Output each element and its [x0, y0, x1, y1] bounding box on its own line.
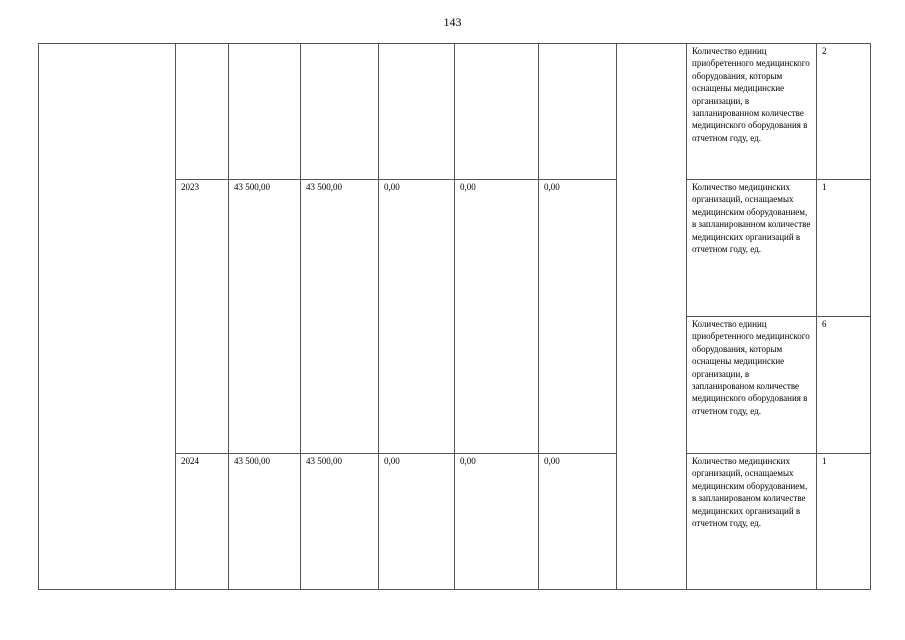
table-cell [301, 44, 379, 180]
amount-cell: 43 500,00 [229, 454, 301, 590]
indicator-value: 1 [817, 180, 871, 317]
amount-cell: 43 500,00 [301, 454, 379, 590]
page-number: 143 [443, 15, 462, 29]
table-cell [229, 44, 301, 180]
amount-cell: 0,00 [455, 454, 539, 590]
indicator-text: Количество единиц приобретенного медицинского оборудования, которым оснащены медицинские организации, в запланированном количестве медицинского оборудования в отчетном году, ед. [687, 44, 817, 180]
table-cell [39, 44, 176, 590]
indicator-value: 1 [817, 454, 871, 590]
budget-table [38, 43, 871, 590]
amount-cell: 0,00 [455, 180, 539, 454]
year-cell: 2024 [176, 454, 229, 590]
amount-cell: 43 500,00 [301, 180, 379, 454]
table-cell [176, 44, 229, 180]
indicator-value: 6 [817, 317, 871, 454]
table-cell [455, 44, 539, 180]
table-cell [617, 44, 687, 590]
indicator-text: Количество медицинских организаций, оснащаемых медицинским оборудованием, в запланированном количестве медицинских организаций в отчетном году, ед. [687, 180, 817, 317]
amount-cell: 0,00 [379, 454, 455, 590]
amount-cell: 0,00 [539, 454, 617, 590]
amount-cell: 43 500,00 [229, 180, 301, 454]
amount-cell: 0,00 [379, 180, 455, 454]
indicator-value: 2 [817, 44, 871, 180]
table-cell [539, 44, 617, 180]
indicator-text: Количество медицинских организаций, оснащаемых медицинским оборудованием, в запланированом количестве медицинских организаций в отчетном году, ед. [687, 454, 817, 590]
indicator-text: Количество единиц приобретенного медицинского оборудования, которым оснащены медицинские организации, в запланированом количестве медицинского оборудования в отчетном году, ед. [687, 317, 817, 454]
table-row [39, 44, 871, 180]
amount-cell: 0,00 [539, 180, 617, 454]
table-cell [379, 44, 455, 180]
year-cell: 2023 [176, 180, 229, 454]
